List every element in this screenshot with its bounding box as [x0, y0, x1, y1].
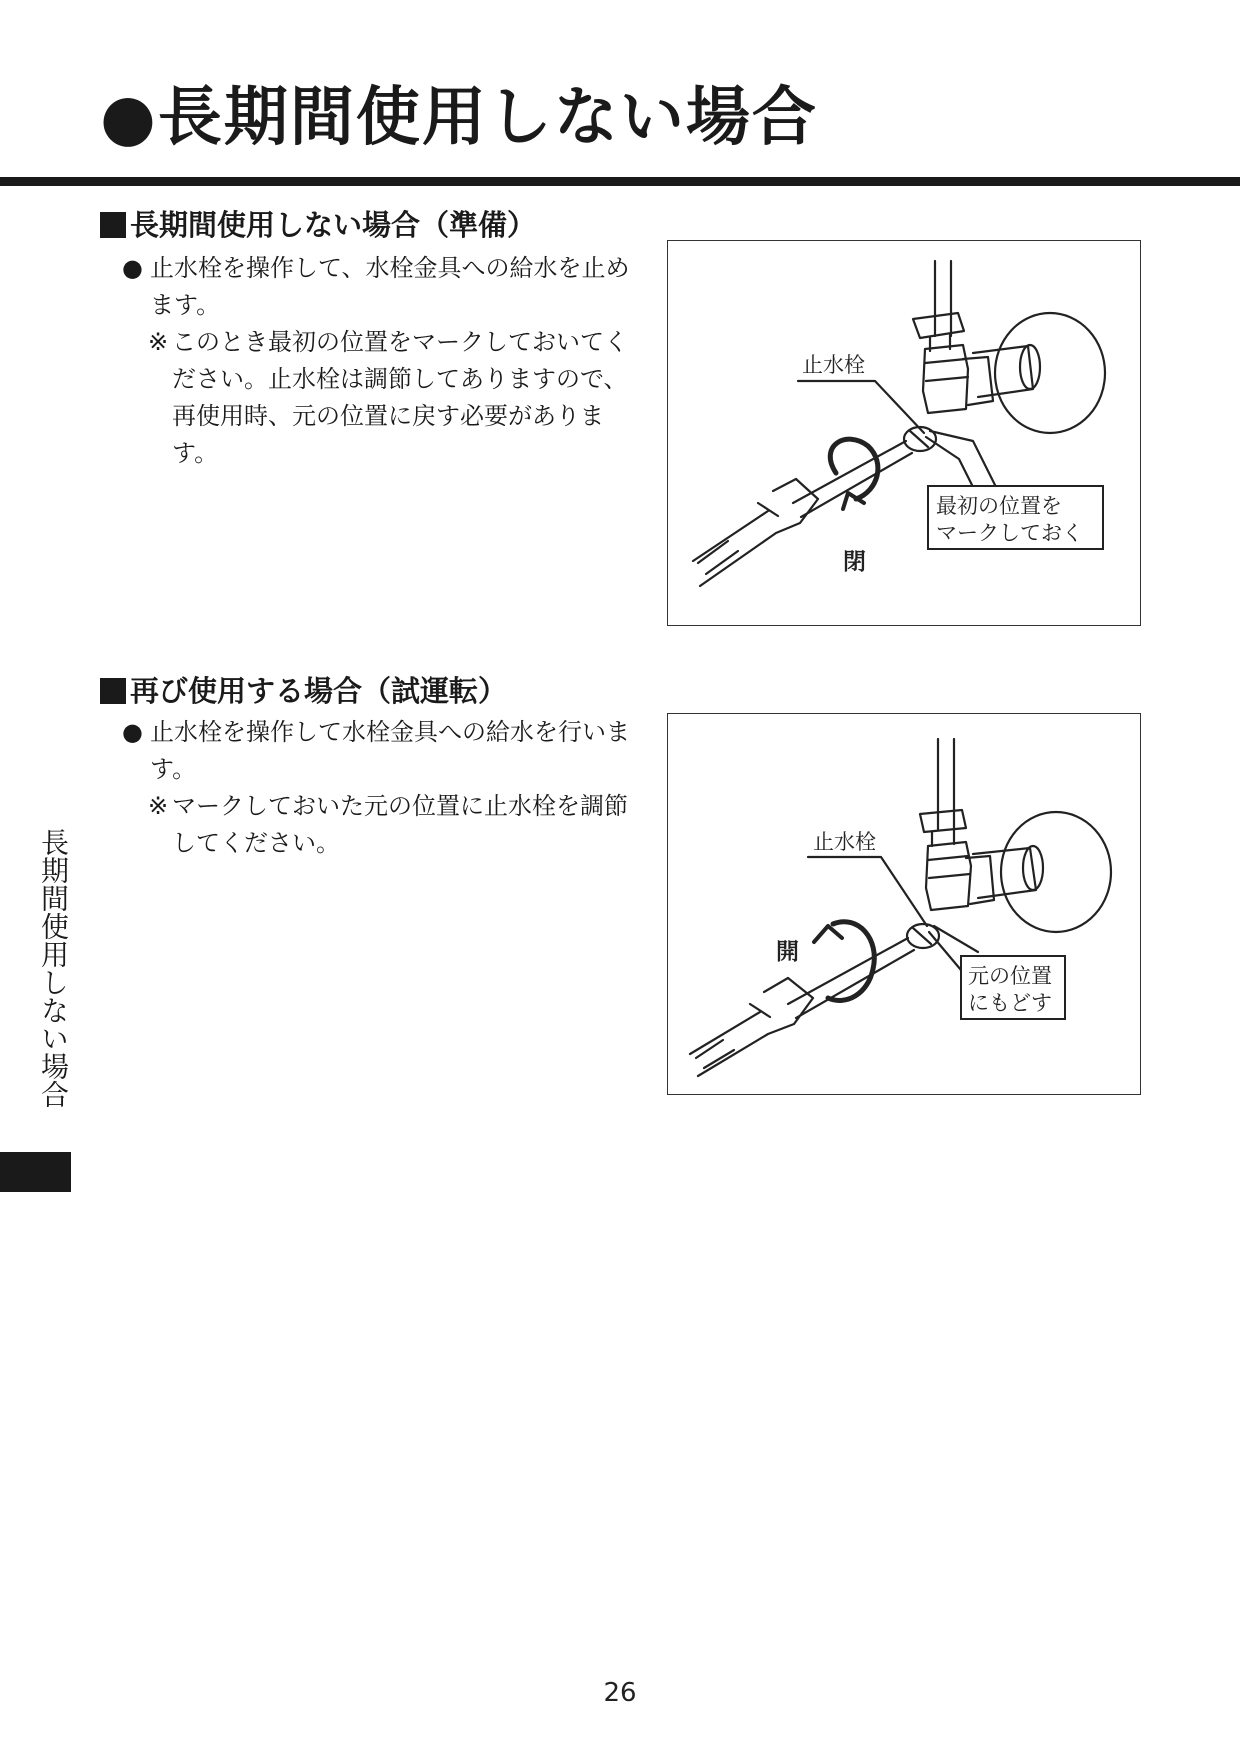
wall-flange — [995, 313, 1105, 433]
valve-handle — [913, 313, 964, 338]
page-number: 26 — [603, 1678, 637, 1708]
note-line: マークしておいた元の位置に止水栓を調節 — [172, 792, 628, 820]
section-heading-trial-run — [100, 669, 507, 710]
note-paragraph — [122, 788, 642, 862]
section-body-trial-run — [122, 714, 642, 862]
bullet-line: ます。 — [150, 291, 221, 319]
supply-pipe — [935, 261, 951, 336]
valve-label-leader — [808, 857, 927, 926]
section-heading-text: 長期間使用しない場合（準備） — [130, 208, 537, 242]
direction-label: 閉 — [843, 549, 866, 575]
heading-square-icon — [100, 212, 126, 238]
valve-label: 止水栓 — [802, 353, 865, 377]
heading-square-icon — [100, 678, 126, 704]
bullet-paragraph — [122, 714, 642, 788]
figure-open-valve — [667, 713, 1141, 1095]
note-line: ださい。止水栓は調節してありますので、 — [172, 365, 628, 393]
horizontal-pipe — [973, 346, 1033, 397]
note-line: してください。 — [172, 829, 340, 857]
bullet-line: す。 — [150, 755, 197, 783]
valve-handle — [920, 810, 966, 832]
note-mark-icon: ※ — [148, 328, 169, 356]
screwdriver-shaft — [793, 441, 912, 517]
supply-pipe — [938, 739, 954, 829]
bullet-icon: ● — [122, 718, 143, 746]
bullet-line: 止水栓を操作して水栓金具への給水を行いま — [150, 718, 630, 746]
callout-line: 最初の位置を — [936, 494, 1062, 518]
valve-illustration — [668, 714, 1140, 1094]
bullet-paragraph — [122, 250, 642, 324]
valve-label: 止水栓 — [813, 830, 876, 854]
note-line: このとき最初の位置をマークしておいてく — [172, 328, 628, 356]
callout-line: にもどす — [968, 991, 1052, 1015]
screwdriver-handle — [690, 978, 813, 1076]
page-title: ●長期間使用しない場合 — [100, 81, 818, 155]
direction-label: 開 — [776, 939, 799, 965]
section-heading-preparation — [100, 203, 536, 244]
note-line: す。 — [172, 439, 219, 467]
wall-flange — [1001, 812, 1111, 932]
callout-line: マークしておく — [936, 521, 1083, 545]
callout-line: 元の位置 — [968, 964, 1052, 988]
note-paragraph — [122, 324, 642, 472]
note-line: 再使用時、元の位置に戻す必要がありま — [172, 402, 604, 430]
note-mark-icon: ※ — [148, 792, 169, 820]
side-index-tab: 長期間使用しない場合 — [37, 828, 70, 1108]
section-body-preparation — [122, 250, 642, 472]
bullet-line: 止水栓を操作して、水栓金具への給水を止め — [150, 254, 630, 282]
valve-illustration — [668, 241, 1140, 625]
side-index-marker — [0, 1152, 71, 1192]
section-heading-text: 再び使用する場合（試運転） — [130, 674, 508, 708]
figure-close-valve — [667, 240, 1141, 626]
title-rule — [0, 177, 1240, 186]
valve-label-leader — [798, 381, 924, 433]
bullet-icon: ● — [122, 254, 143, 282]
